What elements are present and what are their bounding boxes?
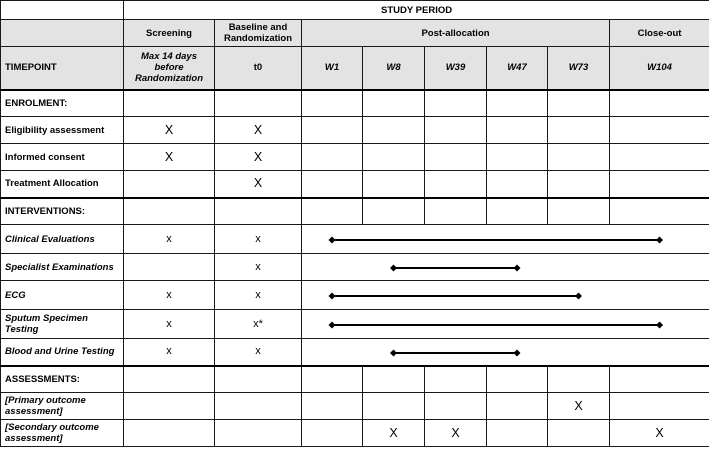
- table-row: [1, 310, 709, 339]
- table-row: [1, 420, 709, 447]
- row-label-clinical: Clinical Evaluations: [1, 225, 124, 254]
- eligibility-baseline-mark: X: [215, 117, 302, 144]
- secondary-w39-mark: X: [425, 420, 487, 447]
- specialist-baseline-mark: x: [215, 254, 302, 281]
- row-label-blood: Blood and Urine Testing: [1, 339, 124, 366]
- blank-corner: [1, 1, 124, 20]
- secondary-w104-mark: X: [610, 420, 709, 447]
- clinical-screening-mark: x: [124, 225, 215, 254]
- phase-baseline: Baseline and Randomization: [215, 20, 302, 47]
- section-interventions: INTERVENTIONS:: [1, 198, 124, 225]
- row-label-specialist: Specialist Examinations: [1, 254, 124, 281]
- blood-baseline-mark: x: [215, 339, 302, 366]
- consent-screening-mark: X: [124, 144, 215, 171]
- timepoint-w47: W47: [487, 47, 548, 90]
- primary-w73-mark: X: [548, 393, 610, 420]
- timepoint-w1: W1: [302, 47, 363, 90]
- blood-screening-mark: x: [124, 339, 215, 366]
- table-row: [1, 393, 709, 420]
- row-label-eligibility: Eligibility assessment: [1, 117, 124, 144]
- timepoint-w73: W73: [548, 47, 610, 90]
- ecg-screening-mark: x: [124, 281, 215, 310]
- allocation-baseline-mark: X: [215, 171, 302, 198]
- timepoint-screening: Max 14 days before Randomization: [124, 47, 215, 90]
- section-enrolment: ENROLMENT:: [1, 90, 124, 117]
- sputum-screening-mark: x: [124, 310, 215, 339]
- table-row: [1, 339, 709, 366]
- secondary-w8-mark: X: [363, 420, 425, 447]
- phase-post-allocation: Post-allocation: [302, 20, 610, 47]
- row-label-allocation: Treatment Allocation: [1, 171, 124, 198]
- row-label-consent: Informed consent: [1, 144, 124, 171]
- consent-baseline-mark: X: [215, 144, 302, 171]
- study-period-header: STUDY PERIOD: [124, 1, 709, 20]
- table-row: [1, 254, 709, 281]
- phase-screening: Screening: [124, 20, 215, 47]
- eligibility-screening-mark: X: [124, 117, 215, 144]
- timepoint-t0: t0: [215, 47, 302, 90]
- timepoint-label: TIMEPOINT: [1, 47, 124, 90]
- table-row: [1, 117, 709, 144]
- row-label-ecg: ECG: [1, 281, 124, 310]
- timepoint-w8: W8: [363, 47, 425, 90]
- blank-phase-cell: [1, 20, 124, 47]
- sputum-baseline-mark: x*: [215, 310, 302, 339]
- section-assessments: ASSESSMENTS:: [1, 366, 124, 393]
- ecg-baseline-mark: x: [215, 281, 302, 310]
- table-row: [1, 171, 709, 198]
- table-row: [1, 281, 709, 310]
- timepoint-w39: W39: [425, 47, 487, 90]
- table-row: [1, 225, 709, 254]
- row-label-secondary: [Secondary outcome assessment]: [1, 420, 124, 447]
- phase-close-out: Close-out: [610, 20, 709, 47]
- table-row: [1, 144, 709, 171]
- row-label-sputum: Sputum Specimen Testing: [1, 310, 124, 339]
- row-label-primary: [Primary outcome assessment]: [1, 393, 124, 420]
- timepoint-w104: W104: [610, 47, 709, 90]
- clinical-baseline-mark: x: [215, 225, 302, 254]
